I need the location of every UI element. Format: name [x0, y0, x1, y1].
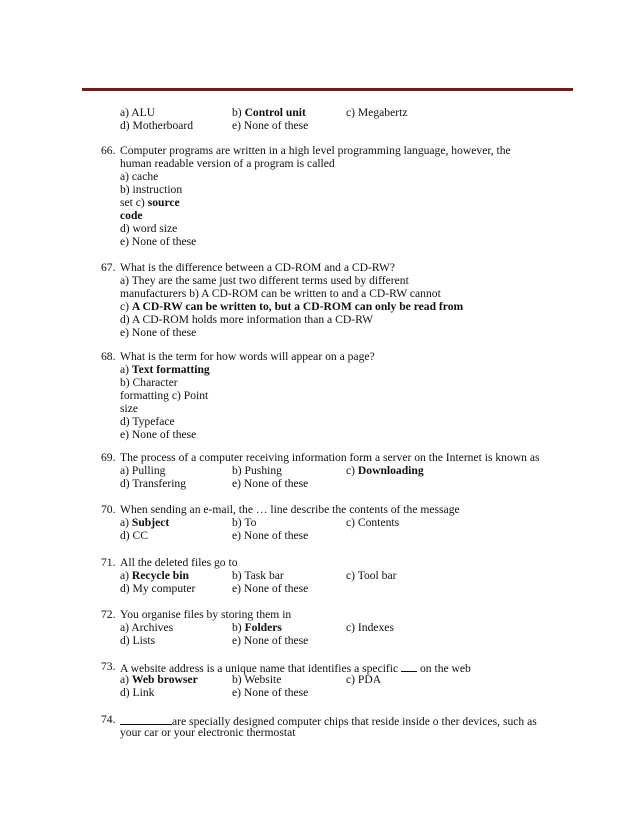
correct-answer: A CD-RW can be written to, but a CD-ROM can only be read from [131, 300, 464, 313]
option-b: b) Character [120, 376, 178, 389]
option-a: a) Subject [120, 516, 170, 529]
option-a: a) They are the same just two different terms used by different [120, 274, 409, 287]
option-e: e) None of these [232, 529, 309, 542]
question-number: 71. [101, 556, 116, 569]
option-b: b) Control unit [232, 106, 306, 119]
question-number: 73. [101, 660, 116, 673]
option-c: set c) source [120, 196, 180, 209]
header-rule [82, 88, 573, 91]
option-d: d) word size [120, 222, 178, 235]
question-text: What is the term for how words will appear on a page? [120, 350, 375, 363]
option-a: a) ALU [120, 106, 156, 119]
option-c: c) Tool bar [346, 569, 397, 582]
question-number: 68. [101, 350, 116, 363]
correct-answer: Text formatting [131, 363, 210, 376]
option-d: d) Link [120, 686, 155, 699]
correct-answer: Downloading [357, 464, 424, 477]
q66-options [120, 171, 196, 249]
option-e: e) None of these [120, 326, 197, 339]
option-e: e) None of these [232, 477, 309, 490]
option-b: manufacturers b) A CD-ROM can be written to and a CD-RW cannot [120, 287, 441, 300]
correct-answer: Control unit [244, 106, 306, 119]
option-c: c) Contents [346, 516, 400, 529]
option-e: e) None of these [120, 235, 197, 248]
correct-answer: source [147, 196, 180, 209]
option-a: a) Archives [120, 621, 174, 634]
question-text: All the deleted files go to [120, 556, 238, 569]
option-b: b) Website [232, 673, 282, 686]
option-a: a) Text formatting [120, 363, 210, 376]
option-e: e) None of these [232, 686, 309, 699]
answer-blank [401, 661, 417, 672]
option-e: e) None of these [232, 634, 309, 647]
question-number: 70. [101, 503, 116, 516]
question-number: 69. [101, 451, 116, 464]
option-d: d) Typeface [120, 415, 175, 428]
option-a: a) Recycle bin [120, 569, 189, 582]
question-number: 66. [101, 144, 116, 157]
answer-blank [120, 714, 172, 725]
option-c: formatting c) Point [120, 389, 209, 402]
option-e: e) None of these [232, 582, 309, 595]
correct-answer: Subject [131, 516, 170, 529]
option-c: c) Megabertz [346, 106, 408, 119]
option-c: c) Indexes [346, 621, 394, 634]
q68-options [120, 364, 210, 442]
question-number: 72. [101, 608, 116, 621]
option-c: c) A CD-RW can be written to, but a CD-ROM can only be read from [120, 300, 464, 313]
option-b: b) Task bar [232, 569, 284, 582]
option-c: c) PDA [346, 673, 382, 686]
q67-options [120, 275, 463, 340]
question-text: You organise files by storing them in [120, 608, 292, 621]
option-e: e) None of these [120, 428, 197, 441]
option-c: c) Downloading [346, 464, 424, 477]
option-b: b) Pushing [232, 464, 282, 477]
question-number: 67. [101, 261, 116, 274]
question-number: 74. [101, 713, 116, 726]
question-text: What is the difference between a CD-ROM and a CD-RW? [120, 261, 396, 274]
option-d: d) Lists [120, 634, 156, 647]
option-d: d) Motherboard [120, 119, 194, 132]
option-d: d) A CD-ROM holds more information than a CD-RW [120, 313, 374, 326]
question-text: are specially designed computer chips that reside inside o ther devices, such as your car or your electronic thermostat [120, 715, 537, 739]
question-text: When sending an e-mail, the … line describe the contents of the message [120, 503, 460, 516]
question-text: Computer programs are written in a high level programming language, however, the human readable version of a program is called [120, 144, 511, 170]
option-b: b) To [232, 516, 257, 529]
option-b: b) instruction [120, 183, 183, 196]
correct-answer: Folders [244, 621, 282, 634]
option-d: d) Transfering [120, 477, 187, 490]
correct-answer: Web browser [131, 673, 198, 686]
option-c-cont: size [120, 402, 139, 415]
question-text: The process of a computer receiving information form a server on the Internet is known as [120, 451, 540, 464]
option-e: e) None of these [232, 119, 309, 132]
question-text: A website address is a unique name that identifies a specific on the web [120, 662, 471, 675]
correct-answer-cont: code [120, 209, 143, 222]
option-a: a) Pulling [120, 464, 166, 477]
option-b: b) Folders [232, 621, 282, 634]
option-d: d) My computer [120, 582, 196, 595]
correct-answer: Recycle bin [131, 569, 189, 582]
option-a: a) cache [120, 170, 159, 183]
option-a: a) Web browser [120, 673, 198, 686]
option-d: d) CC [120, 529, 149, 542]
